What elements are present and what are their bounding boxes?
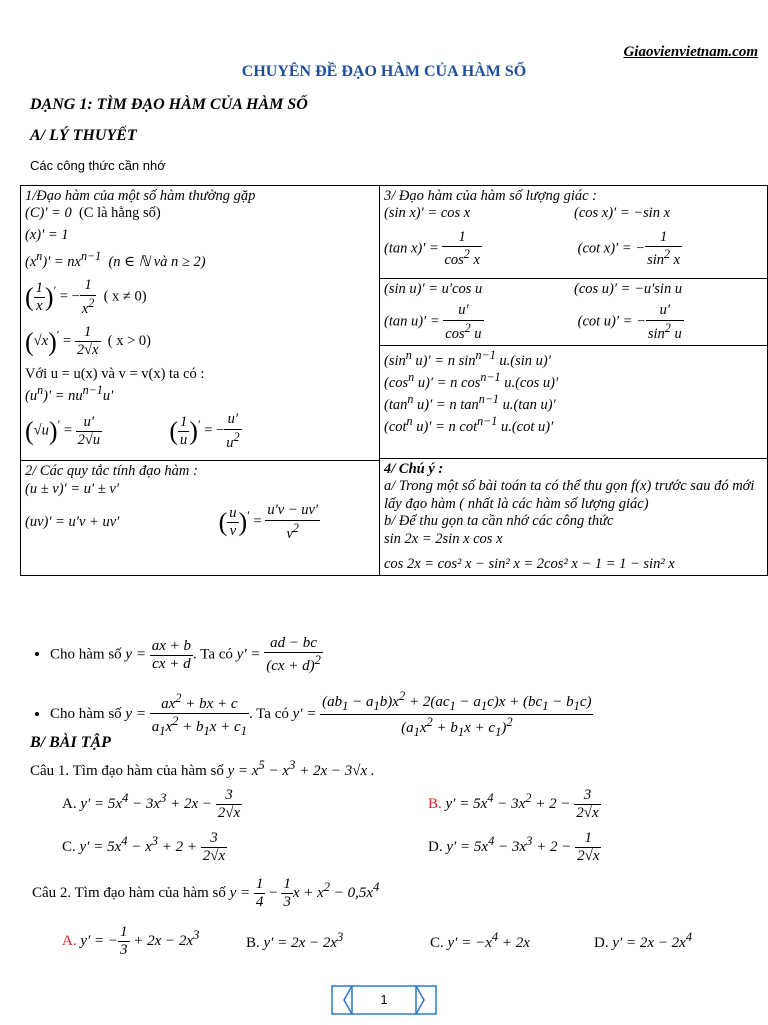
q1-option-b[interactable]: B. $y' = 5x^4 - 3x^2 + 2$ − $\frac{3}{2√x}$ [428,787,599,821]
formula-sin-n: ($\sin^n$ u)′ = n $\sin^{n-1} u.(\sin$ u)′ [384,348,551,369]
formula-cot-n: ($\cot^n$ u)′ = n $\cot^{n-1} u.(\cot$ u)′ [384,414,554,435]
formula-sin-cos-u: (sin u)′ = u′cos u (cos u)′ = −u′sin u [384,281,683,297]
page-number-ribbon [330,980,438,1020]
formula-note: Các công thức cần nhớ [30,158,166,173]
table-cell-trig-x [380,186,768,279]
bullet-list [30,635,593,754]
trig-heading: 3/ Đạo hàm của hàm số lượng giác : [384,188,597,204]
formula-xn: $(x^n)' = nx^{n-1}$ (n ∈ ℕ và n ≥ 2) [25,249,206,271]
formula-product-quotient: (uv)′ = u′v + uv′ ( $\frac{u}{v}$ )′ = $\frac{u'v - uv'}{v^2}$ [25,502,319,542]
formula-cos-n: ($\cos^n$ u)′ = n $\cos^{n-1} u.(\cos$ u)′ [384,370,559,391]
formula-sqrt-x: (√x)′ = $\frac{1}{2√x}$ ( x > 0) [25,324,151,359]
section-a-heading: A/ LÝ THUYẾT [30,127,137,144]
formula-tan-cot-x: (tan x)′ = $\frac{1}{\cos^2 x}$ (cot x)′ = − $\frac{1}{\sin^2 x}$ [384,228,681,268]
bullet-quadratic-fraction: • Cho hàm số y = $\frac{ax^2 + bx + c}{a_1x^2 + b_1x + c_1}$ . Ta có y′ = $\frac{(ab_1 - a_1b)x^2 + 2(ac_1 - a_1c)x + (bc_1 - b_1c)}{(a_1x^2 + b_1x + c_1)^2}$ [50,689,593,740]
formula-x: (x)' = 1 [25,227,69,244]
dang-heading: DẠNG 1: TÌM ĐẠO HÀM CỦA HÀM SỐ [30,96,308,113]
formula-sin2x: sin 2x = 2sin x cos x [384,530,503,547]
q2-option-c[interactable]: C. $y' = -x^4 + 2x$ [430,930,530,951]
page-number: 1 [380,992,388,1007]
formula-table [20,185,768,576]
question-2: Câu 2. Tìm đạo hàm của hàm số y = $\frac{1}{4}$ − $\frac{1}{3}$ $x + x^2 - 0,5x^4$ [32,876,380,910]
q2-option-a[interactable]: A. y′ = − $\frac{1}{3}$ + $2x - 2x^3$ [62,924,200,958]
uv-note: Với u = u(x) và v = v(x) ta có : [25,365,205,382]
section-b-heading: B/ BÀI TẬP [30,734,111,751]
site-name: Giaovienvietnam.com [623,44,758,60]
table-cell-note [380,459,768,576]
formula-tan-n: ($\tan^n$ u)′ = n $\tan^{n-1} u.(\tan$ u)′ [384,392,556,413]
table-cell-rules [21,461,380,576]
q2-option-d[interactable]: D. $y' = 2x - 2x^4$ [594,930,693,951]
bullet-linear-fraction: • Cho hàm số y = $\frac{ax + b}{cx + d}$ . Ta có y′ = $\frac{ad - bc}{(cx + d)^2}$ [50,635,593,675]
q1-option-d[interactable]: D. $y' = 5x^4 - 3x^3 + 2$ − $\frac{1}{2√x}$ [428,830,600,864]
formula-un: $(u^n)' = nu^{n-1}u'$ [25,383,114,404]
formula-tan-cot-u: (tan u)′ = $\frac{u'}{\cos^2 u}$ (cot u)′ = − $\frac{u'}{\sin^2 u}$ [384,302,682,342]
q1-option-c[interactable]: C. $y' = 5x^4 - x^3 + 2$ + $\frac{3}{2√x}$ [62,830,226,864]
q2-option-b[interactable]: B. $y' = 2x - 2x^3$ [246,930,344,951]
formula-cos2x: cos 2x = cos² x − sin² x = 2cos² x − 1 = 1 − sin² x [384,555,675,572]
formula-inv-x: ( $\frac{1}{x}$ )′ = − $\frac{1}{x^2}$ ( x ≠ 0) [25,277,147,317]
basic-heading: 1/Đạo hàm của một số hàm thường gặp [25,188,256,204]
page-title: CHUYÊN ĐỀ ĐẠO HÀM CỦA HÀM SỐ [241,63,527,80]
note-a: a/ Trong một số bài toán ta có thể thu gọn f(x) trước sau đó mới lấy đạo hàm ( nhất là các hàm số lượng giác) [384,478,755,512]
formula-const: (C)' = 0 (C là hằng số) [25,205,161,222]
note-b: b/ Để thu gọn ta cần nhớ các công thức [384,513,614,530]
rules-heading: 2/ Các quy tắc tính đạo hàm : [25,463,198,480]
table-cell-trig-u [380,279,768,346]
formula-sqrt-u: (√u)′ = $\frac{u'}{2√u}$ ( $\frac{1}{u}$ )′ = − $\frac{u'}{u^2}$ [25,411,240,451]
table-cell-trig-power [380,346,768,459]
note-heading: 4/ Chú ý : [384,461,444,477]
table-cell-basic [21,186,380,461]
question-1: Câu 1. Tìm đạo hàm của hàm số $y = x^5 - x^3 + 2x - 3√x$ . [30,758,375,779]
formula-sin-cos-x: (sin x)′ = cos x (cos x)′ = −sin x [384,205,671,222]
formula-sum-rule: (u ± v)′ = u′ ± v′ [25,480,119,497]
q1-option-a[interactable]: A. $y' = 5x^4 - 3x^3 + 2x$ − $\frac{3}{2√x}$ [62,787,241,821]
